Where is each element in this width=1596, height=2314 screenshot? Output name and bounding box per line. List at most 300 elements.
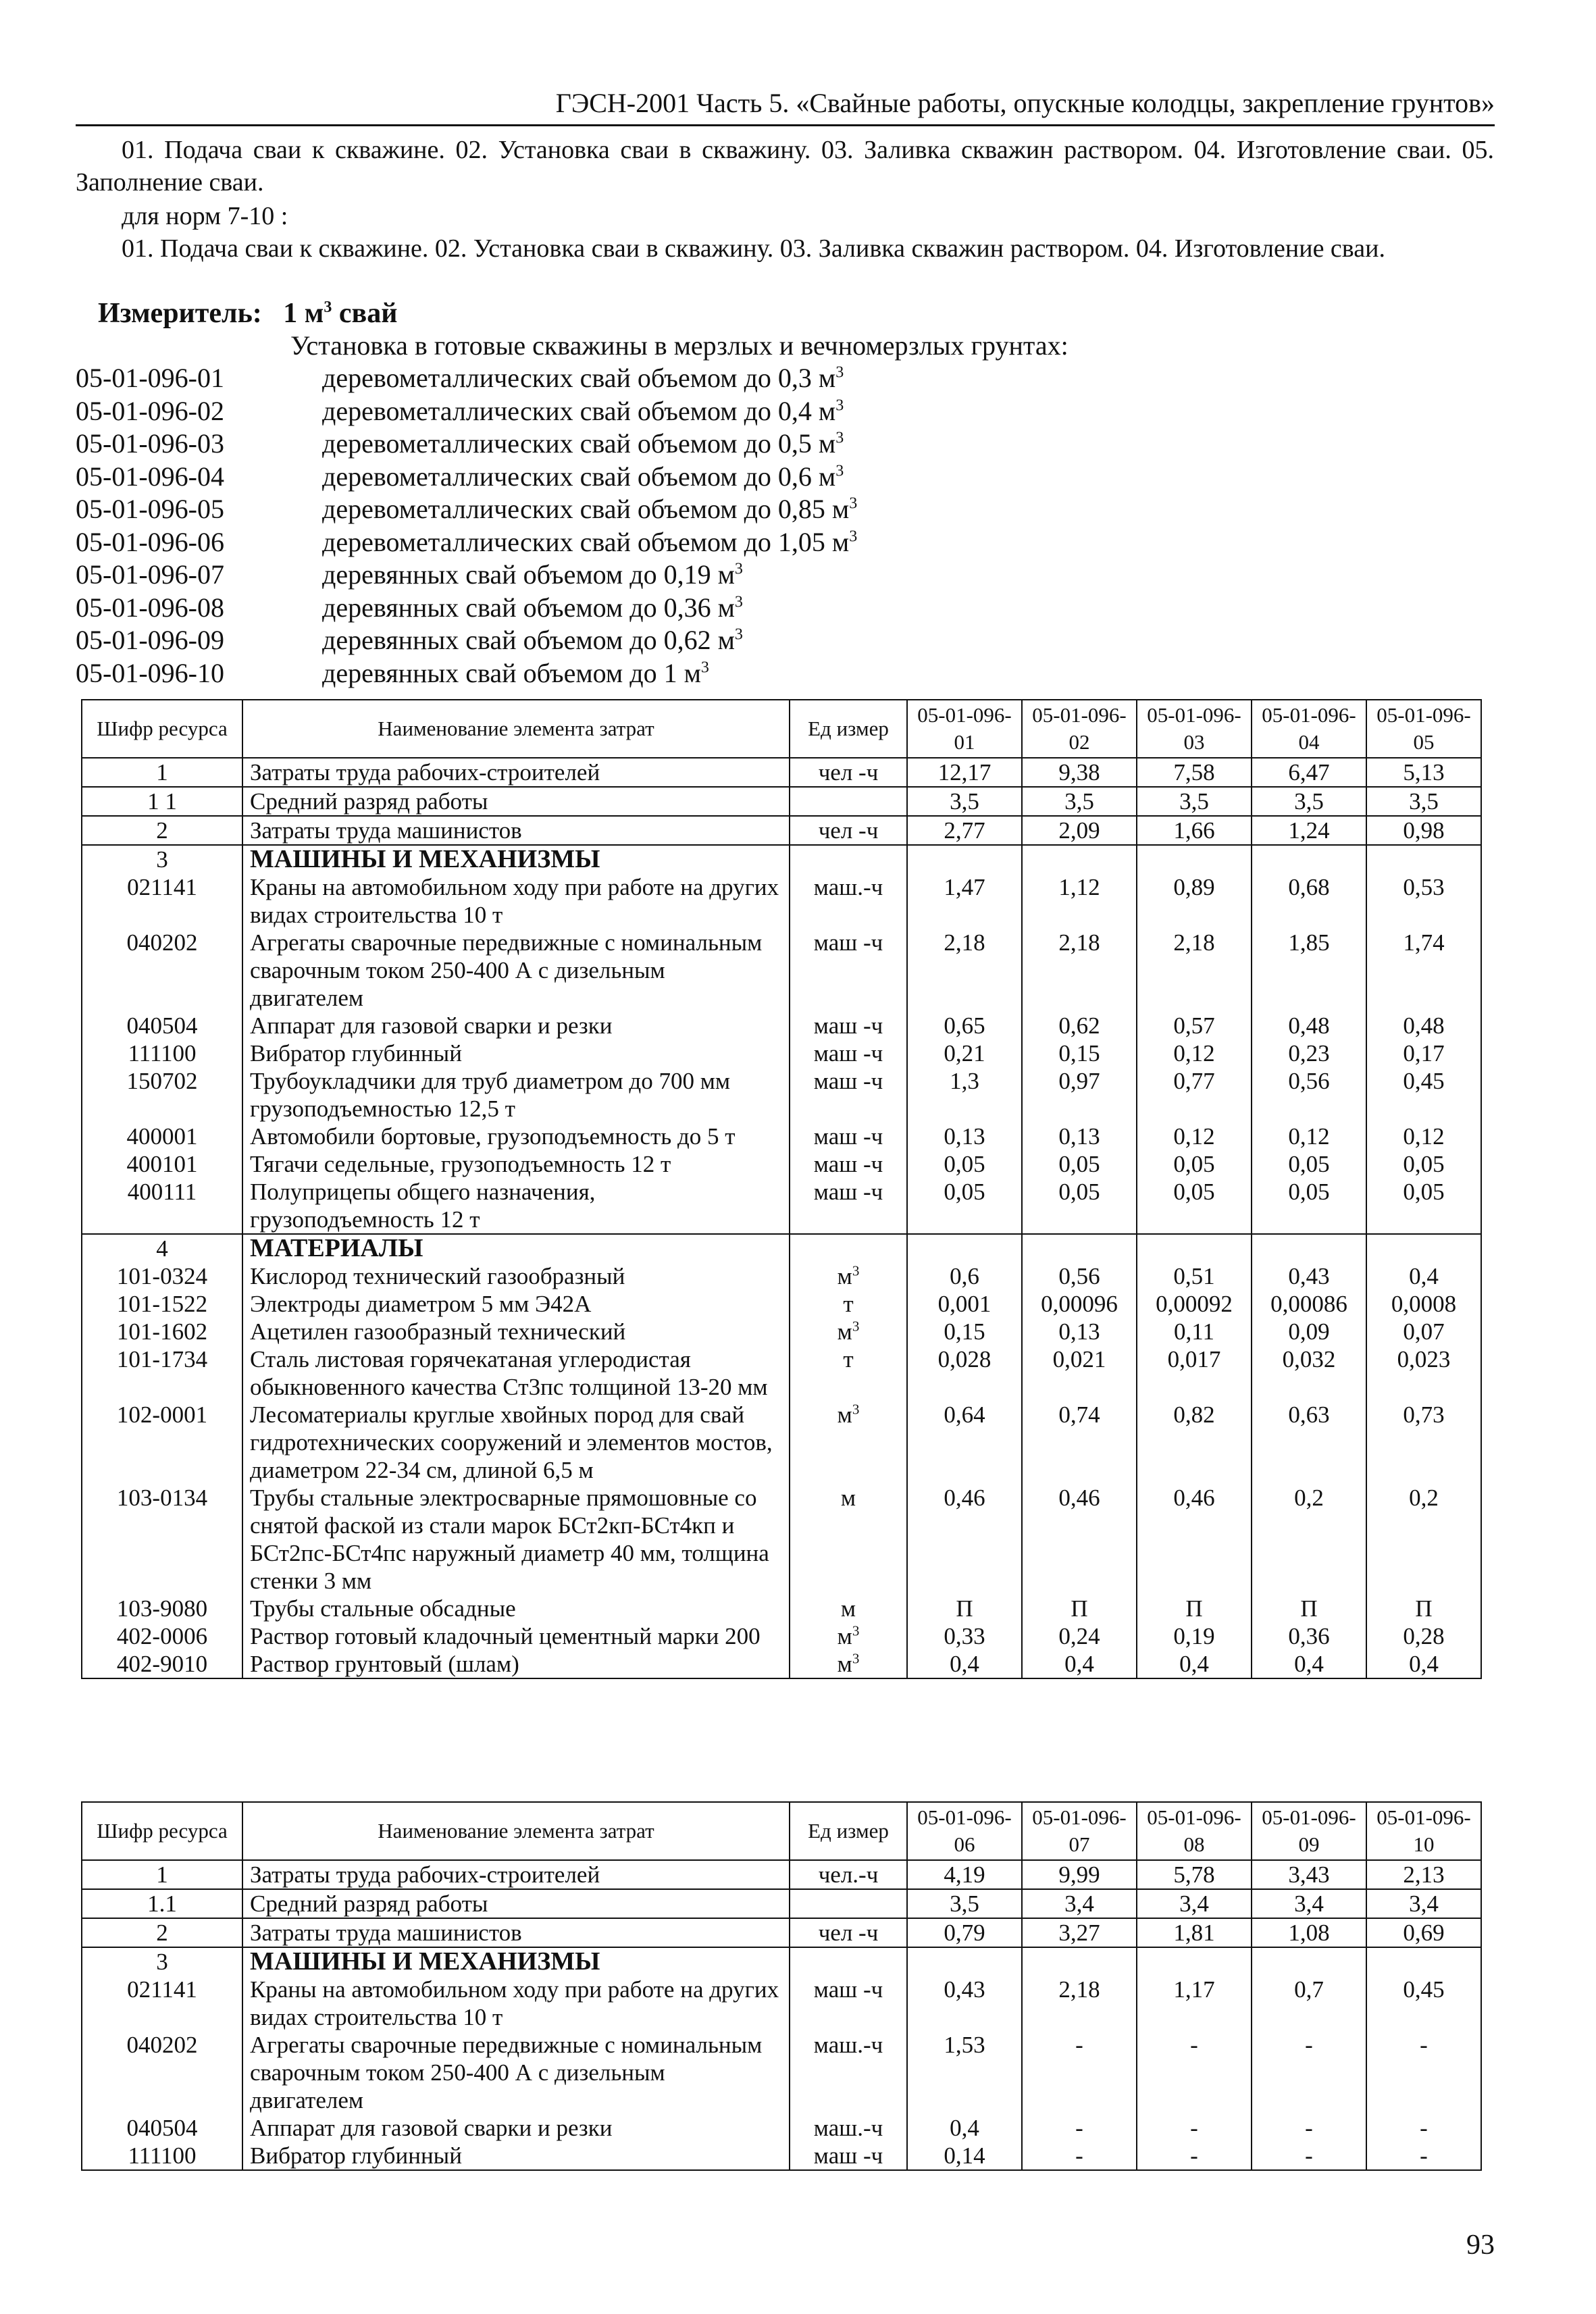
resource-code: 402-9010 (82, 1650, 242, 1678)
resource-name: Затраты труда рабочих-строителей (242, 758, 790, 787)
value-cell: 0,05 (1366, 1178, 1481, 1234)
resource-unit (790, 1860, 907, 1889)
resource-name: Агрегаты сварочные передвижные с номинальным сварочным током 250-400 А с дизельным двигателем (242, 929, 790, 1012)
value-cell: 1,24 (1252, 816, 1366, 845)
value-cell: 0,98 (1366, 816, 1481, 845)
value-cell: 0,33 (907, 1622, 1022, 1650)
table-row (82, 1889, 1481, 1918)
value-cell: - (1252, 2114, 1366, 2142)
value-cell: 0,13 (1022, 1318, 1137, 1345)
norm-item (76, 362, 857, 395)
value-cell: - (1022, 2031, 1137, 2114)
header-name: Наименование элемента затрат (242, 700, 790, 758)
resource-name: Затраты труда рабочих-строителей (242, 1860, 790, 1889)
resource-code: 2 (82, 1918, 242, 1947)
header-norm: 05-01-096-03 (1137, 700, 1252, 758)
resource-code: 150702 (82, 1067, 242, 1123)
norm-code: 05-01-096-09 (76, 625, 224, 655)
resource-code: 1 1 (82, 787, 242, 816)
measure-sup: 3 (324, 299, 332, 316)
value-cell: 0,09 (1252, 1318, 1366, 1345)
unit-text: чел -ч (818, 817, 879, 844)
header-norm: 05-01-096-01 (907, 700, 1022, 758)
table-row (82, 1976, 1481, 2031)
norm-desc-sup: 3 (849, 494, 858, 513)
value-cell: 0,48 (1366, 1012, 1481, 1039)
unit-text: маш -ч (813, 2142, 883, 2169)
resource-code: 103-9080 (82, 1595, 242, 1622)
norm-desc-text: деревометаллических свай объемом до 1,05 м (322, 526, 850, 557)
resource-name: Средний разряд работы (242, 1889, 790, 1918)
norm-code: 05-01-096-04 (76, 461, 224, 492)
norm-desc-sup: 3 (700, 659, 709, 677)
value-cell: - (1252, 2031, 1366, 2114)
resource-name: Аппарат для газовой сварки и резки (242, 2114, 790, 2142)
operations-text-1: 01. Подача сваи к скважине. 02. Установка сваи в скважину. 03. Заливка скважин раствором. 04. Изготовление сваи. 05. Заполнение сваи. (76, 136, 1494, 197)
value-cell: 0,12 (1252, 1123, 1366, 1150)
norm-description (322, 624, 743, 657)
unit-text: маш -ч (813, 1068, 883, 1094)
header-norm: 05-01-096-04 (1252, 700, 1366, 758)
value-cell: 3,4 (1366, 1889, 1481, 1918)
empty-cell (907, 845, 1022, 873)
table-row (82, 1262, 1481, 1290)
value-cell: 3,4 (1137, 1889, 1252, 1918)
unit-text: маш -ч (813, 929, 883, 956)
value-cell: 3,5 (1252, 787, 1366, 816)
norm-item (76, 493, 857, 526)
resource-unit (790, 2142, 907, 2170)
value-cell: 0,89 (1137, 873, 1252, 929)
unit-text: маш -ч (813, 1040, 883, 1066)
value-cell: 2,18 (1022, 929, 1137, 1012)
value-cell: 0,45 (1366, 1976, 1481, 2031)
value-cell: 0,021 (1022, 1345, 1137, 1401)
value-cell: 0,73 (1366, 1401, 1481, 1484)
value-cell: 0,64 (907, 1401, 1022, 1484)
resource-unit (790, 1012, 907, 1039)
measure-line (98, 297, 397, 330)
table-row (82, 1178, 1481, 1234)
norm-desc-sup: 3 (835, 396, 844, 415)
value-cell: 0,4 (1252, 1650, 1366, 1678)
norm-desc-sup: 3 (734, 625, 743, 644)
value-cell: 0,28 (1366, 1622, 1481, 1650)
empty-cell (1366, 845, 1481, 873)
value-cell: 0,4 (1137, 1650, 1252, 1678)
value-cell: 1,12 (1022, 873, 1137, 929)
table-row (82, 1622, 1481, 1650)
norm-desc-sup: 3 (734, 593, 743, 611)
resource-code: 4 (82, 1234, 242, 1262)
value-cell: 0,45 (1366, 1067, 1481, 1123)
resource-code: 040504 (82, 1012, 242, 1039)
norm-list (76, 362, 857, 690)
value-cell: 0,77 (1137, 1067, 1252, 1123)
value-cell: 3,4 (1022, 1889, 1137, 1918)
norm-desc-sup: 3 (835, 429, 844, 447)
resource-code: 103-0134 (82, 1484, 242, 1595)
resource-code: 1 (82, 758, 242, 787)
value-cell: 0,00096 (1022, 1290, 1137, 1318)
header-norm: 05-01-096-05 (1366, 700, 1481, 758)
table-row (82, 1067, 1481, 1123)
norm-description (322, 428, 844, 461)
norm-code: 05-01-096-08 (76, 592, 224, 623)
resource-name: Аппарат для газовой сварки и резки (242, 1012, 790, 1039)
value-cell: - (1366, 2142, 1481, 2170)
norm-item (76, 657, 857, 690)
unit-text: м (837, 1318, 852, 1345)
unit-text: м (840, 1485, 856, 1511)
value-cell: 0,11 (1137, 1318, 1252, 1345)
resource-code: 3 (82, 1947, 242, 1976)
value-cell: - (1366, 2031, 1481, 2114)
empty-cell (1022, 845, 1137, 873)
resource-code: 402-0006 (82, 1622, 242, 1650)
value-cell: 0,4 (1366, 1262, 1481, 1290)
value-cell: 0,74 (1022, 1401, 1137, 1484)
value-cell: 0,05 (1022, 1178, 1137, 1234)
value-cell: 2,09 (1022, 816, 1137, 845)
resource-unit (790, 1345, 907, 1401)
table-row (82, 787, 1481, 816)
norm-desc-text: деревянных свай объемом до 0,36 м (322, 592, 735, 623)
resource-name: Трубоукладчики для труб диаметром до 700 мм грузоподъемностью 12,5 т (242, 1067, 790, 1123)
value-cell: 0,13 (907, 1123, 1022, 1150)
unit-text: м (837, 1263, 852, 1289)
header-unit: Ед измер (790, 700, 907, 758)
value-cell: 0,43 (907, 1976, 1022, 2031)
value-cell: 0,001 (907, 1290, 1022, 1318)
resource-code: 3 (82, 845, 242, 873)
norm-desc-text: деревянных свай объемом до 0,62 м (322, 625, 735, 655)
table-row (82, 1345, 1481, 1401)
value-cell: 0,36 (1252, 1622, 1366, 1650)
resource-name: Лесоматериалы круглые хвойных пород для свай гидротехнических сооружений и элементов мостов, диаметром 22-34 см, длиной 6,5 м (242, 1401, 790, 1484)
value-cell: 0,028 (907, 1345, 1022, 1401)
resource-unit (790, 1622, 907, 1650)
resource-name: Электроды диаметром 5 мм Э42А (242, 1290, 790, 1318)
resource-name: Вибратор глубинный (242, 1039, 790, 1067)
value-cell: 3,4 (1252, 1889, 1366, 1918)
measure-suffix: свай (332, 298, 398, 329)
norms-range-label: для норм 7-10 : (122, 202, 288, 230)
value-cell: 0,032 (1252, 1345, 1366, 1401)
table-row (82, 845, 1481, 873)
header-norm: 05-01-096-10 (1366, 1802, 1481, 1860)
value-cell: 0,13 (1022, 1123, 1137, 1150)
value-cell: 1,47 (907, 873, 1022, 929)
resource-unit (790, 1401, 907, 1484)
norm-code: 05-01-096-05 (76, 494, 224, 524)
unit-text: маш -ч (813, 1012, 883, 1039)
value-cell: 9,38 (1022, 758, 1137, 787)
norm-description (322, 559, 743, 592)
norm-desc-text: деревометаллических свай объемом до 0,85 м (322, 494, 850, 524)
resource-code: 040202 (82, 929, 242, 1012)
table-row (82, 1290, 1481, 1318)
table-row (82, 1401, 1481, 1484)
resource-name: Вибратор глубинный (242, 2142, 790, 2170)
resource-name: Краны на автомобильном ходу при работе на других видах строительства 10 т (242, 873, 790, 929)
resource-code: 400111 (82, 1178, 242, 1234)
value-cell: 0,023 (1366, 1345, 1481, 1401)
norm-desc-sup: 3 (734, 560, 743, 578)
resource-code: 101-1602 (82, 1318, 242, 1345)
value-cell: П (1022, 1595, 1137, 1622)
value-cell: 0,43 (1252, 1262, 1366, 1290)
value-cell: 1,85 (1252, 929, 1366, 1012)
value-cell: 1,74 (1366, 929, 1481, 1012)
table-row (82, 873, 1481, 929)
resource-name: Ацетилен газообразный технический (242, 1318, 790, 1345)
table-row (82, 1484, 1481, 1595)
resource-name: Кислород технический газообразный (242, 1262, 790, 1290)
norm-desc-sup: 3 (835, 363, 844, 382)
resource-unit (790, 1889, 907, 1918)
page-header: ГЭСН-2001 Часть 5. «Свайные работы, опускные колодцы, закрепление грунтов» (76, 86, 1495, 126)
norm-item (76, 395, 857, 428)
resource-code: 040504 (82, 2114, 242, 2142)
resource-name: Трубы стальные электросварные прямошовные со снятой фаской из стали марок БСт2кп-БСт4кп и БСт2пс-БСт4пс наружный диаметр 40 мм, толщина стенки 3 мм (242, 1484, 790, 1595)
table-row (82, 1234, 1481, 1262)
table-row (82, 816, 1481, 845)
value-cell: 0,53 (1366, 873, 1481, 929)
table-row (82, 2114, 1481, 2142)
header-norm: 05-01-096-07 (1022, 1802, 1137, 1860)
unit-sup: 3 (852, 1622, 860, 1639)
value-cell: 5,78 (1137, 1860, 1252, 1889)
resource-code: 102-0001 (82, 1401, 242, 1484)
norm-code: 05-01-096-02 (76, 395, 224, 426)
resource-unit (790, 1150, 907, 1178)
header-name: Наименование элемента затрат (242, 1802, 790, 1860)
table-row (82, 1650, 1481, 1678)
value-cell: 12,17 (907, 758, 1022, 787)
resource-code: 101-0324 (82, 1262, 242, 1290)
value-cell: - (1022, 2114, 1137, 2142)
table-row (82, 1860, 1481, 1889)
norm-code: 05-01-096-03 (76, 428, 224, 459)
header-norm: 05-01-096-09 (1252, 1802, 1366, 1860)
value-cell: 0,7 (1252, 1976, 1366, 2031)
section-heading: МАШИНЫ И МЕХАНИЗМЫ (242, 1947, 790, 1976)
unit-text: чел -ч (818, 1920, 879, 1946)
value-cell: 1,66 (1137, 816, 1252, 845)
resource-unit (790, 1976, 907, 2031)
unit-text: т (843, 1346, 854, 1372)
value-cell: 3,5 (1366, 787, 1481, 816)
resource-name: Раствор грунтовый (шлам) (242, 1650, 790, 1678)
value-cell: 0,07 (1366, 1318, 1481, 1345)
value-cell: 1,17 (1137, 1976, 1252, 2031)
empty-cell (790, 845, 907, 873)
value-cell: 5,13 (1366, 758, 1481, 787)
value-cell: 0,12 (1137, 1123, 1252, 1150)
value-cell: 0,19 (1137, 1622, 1252, 1650)
norm-description (322, 526, 857, 559)
operations-text-2: 01. Подача сваи к скважине. 02. Установка сваи в скважину. 03. Заливка скважин раствором. 04. Изготовление сваи. (122, 234, 1385, 263)
resource-name: Трубы стальные обсадные (242, 1595, 790, 1622)
norm-desc-text: деревометаллических свай объемом до 0,3 м (322, 363, 836, 393)
unit-text: маш -ч (813, 1123, 883, 1150)
resource-name: Полуприцепы общего назначения, грузоподъемность 12 т (242, 1178, 790, 1234)
value-cell: 1,81 (1137, 1918, 1252, 1947)
value-cell: 3,5 (907, 787, 1022, 816)
norm-description (322, 395, 844, 428)
norm-code: 05-01-096-01 (76, 363, 224, 393)
header-norm: 05-01-096-08 (1137, 1802, 1252, 1860)
empty-cell (1252, 1947, 1366, 1976)
norm-code: 05-01-096-06 (76, 526, 224, 557)
resource-name: Сталь листовая горячекатаная углеродистая обыкновенного качества Ст3пс толщиной 13-20 мм (242, 1345, 790, 1401)
resource-unit (790, 1123, 907, 1150)
value-cell: 0,46 (907, 1484, 1022, 1595)
resource-unit (790, 1067, 907, 1123)
value-cell: П (1252, 1595, 1366, 1622)
value-cell: 0,21 (907, 1039, 1022, 1067)
header-norm: 05-01-096-02 (1022, 700, 1137, 758)
unit-text: чел.-ч (818, 1861, 879, 1888)
value-cell: 0,51 (1137, 1262, 1252, 1290)
value-cell: 0,56 (1252, 1067, 1366, 1123)
norm-desc-text: деревянных свай объемом до 0,19 м (322, 559, 735, 590)
value-cell: 3,27 (1022, 1918, 1137, 1947)
unit-text: маш -ч (813, 1976, 883, 2003)
value-cell: - (1137, 2114, 1252, 2142)
resource-code: 1 (82, 1860, 242, 1889)
resource-code: 400101 (82, 1150, 242, 1178)
measure-label: Измеритель: (98, 298, 262, 329)
header-norm: 05-01-096-06 (907, 1802, 1022, 1860)
resource-name: Раствор готовый кладочный цементный марки 200 (242, 1622, 790, 1650)
norm-desc-sup: 3 (835, 462, 844, 480)
resource-code: 101-1522 (82, 1290, 242, 1318)
header-code: Шифр ресурса (82, 1802, 242, 1860)
resource-name: Тягачи седельные, грузоподъемность 12 т (242, 1150, 790, 1178)
norm-item (76, 526, 857, 559)
value-cell: 0,68 (1252, 873, 1366, 929)
empty-cell (1366, 1234, 1481, 1262)
empty-cell (1137, 845, 1252, 873)
value-cell: 9,99 (1022, 1860, 1137, 1889)
table-row (82, 1012, 1481, 1039)
value-cell: 3,5 (1137, 787, 1252, 816)
value-cell: 0,12 (1366, 1123, 1481, 1150)
value-cell: 0,05 (1137, 1178, 1252, 1234)
empty-cell (1022, 1947, 1137, 1976)
value-cell: 0,05 (1137, 1150, 1252, 1178)
value-cell: 1,53 (907, 2031, 1022, 2114)
unit-text: маш.-ч (813, 2115, 883, 2141)
value-cell: 0,00086 (1252, 1290, 1366, 1318)
value-cell: 0,2 (1252, 1484, 1366, 1595)
header-unit: Ед измер (790, 1802, 907, 1860)
value-cell: 0,4 (1022, 1650, 1137, 1678)
norm-desc-text: деревянных свай объемом до 1 м (322, 657, 701, 688)
value-cell: 3,5 (1022, 787, 1137, 816)
value-cell: 0,46 (1137, 1484, 1252, 1595)
empty-cell (907, 1234, 1022, 1262)
value-cell: 0,017 (1137, 1345, 1252, 1401)
resource-unit (790, 787, 907, 816)
value-cell: 0,97 (1022, 1067, 1137, 1123)
table-row (82, 1947, 1481, 1976)
resource-code: 400001 (82, 1123, 242, 1150)
value-cell: 1,08 (1252, 1918, 1366, 1947)
value-cell: 0,82 (1137, 1401, 1252, 1484)
value-cell: 0,05 (1366, 1150, 1481, 1178)
unit-text: м (840, 1595, 856, 1622)
resource-unit (790, 1178, 907, 1234)
empty-cell (1252, 1234, 1366, 1262)
resource-unit (790, 1918, 907, 1947)
norm-code: 05-01-096-07 (76, 559, 224, 590)
resource-unit (790, 929, 907, 1012)
unit-text: т (843, 1291, 854, 1317)
norm-item (76, 559, 857, 592)
value-cell: 0,14 (907, 2142, 1022, 2170)
resource-code: 2 (82, 816, 242, 845)
resource-name: Краны на автомобильном ходу при работе на других видах строительства 10 т (242, 1976, 790, 2031)
value-cell: - (1252, 2142, 1366, 2170)
value-cell: 0,6 (907, 1262, 1022, 1290)
norm-description (322, 461, 844, 494)
norm-desc-text: деревометаллических свай объемом до 0,4 м (322, 395, 836, 426)
resource-table-2 (81, 1801, 1482, 2171)
resource-name: Затраты труда машинистов (242, 1918, 790, 1947)
value-cell: 0,05 (1252, 1178, 1366, 1234)
resource-unit (790, 1039, 907, 1067)
value-cell: 0,05 (1252, 1150, 1366, 1178)
value-cell: П (907, 1595, 1022, 1622)
resource-table-1 (81, 699, 1482, 1679)
value-cell: 0,15 (1022, 1039, 1137, 1067)
norm-description (322, 493, 857, 526)
unit-text: маш.-ч (813, 2032, 883, 2058)
table-row (82, 1150, 1481, 1178)
table-row (82, 929, 1481, 1012)
table-row (82, 1918, 1481, 1947)
value-cell: 2,18 (1022, 1976, 1137, 2031)
unit-sup: 3 (852, 1318, 860, 1335)
value-cell: 0,63 (1252, 1401, 1366, 1484)
unit-text: маш -ч (813, 1179, 883, 1205)
value-cell: - (1022, 2142, 1137, 2170)
resource-name: Агрегаты сварочные передвижные с номинальным сварочным током 250-400 А с дизельным двигателем (242, 2031, 790, 2114)
value-cell: 0,24 (1022, 1622, 1137, 1650)
unit-sup: 3 (852, 1650, 860, 1667)
value-cell: 0,4 (1366, 1650, 1481, 1678)
resource-code: 1.1 (82, 1889, 242, 1918)
value-cell: 0,62 (1022, 1012, 1137, 1039)
empty-cell (1022, 1234, 1137, 1262)
value-cell: - (1366, 2114, 1481, 2142)
unit-text: м (837, 1402, 852, 1428)
resource-code: 040202 (82, 2031, 242, 2114)
empty-cell (1137, 1234, 1252, 1262)
unit-text: м (837, 1651, 852, 1677)
empty-cell (1366, 1947, 1481, 1976)
resource-unit (790, 1595, 907, 1622)
table-row (82, 1123, 1481, 1150)
value-cell: П (1137, 1595, 1252, 1622)
value-cell: 0,46 (1022, 1484, 1137, 1595)
norm-desc-text: деревометаллических свай объемом до 0,6 м (322, 461, 836, 492)
value-cell: 0,69 (1366, 1918, 1481, 1947)
norm-description (322, 657, 709, 690)
